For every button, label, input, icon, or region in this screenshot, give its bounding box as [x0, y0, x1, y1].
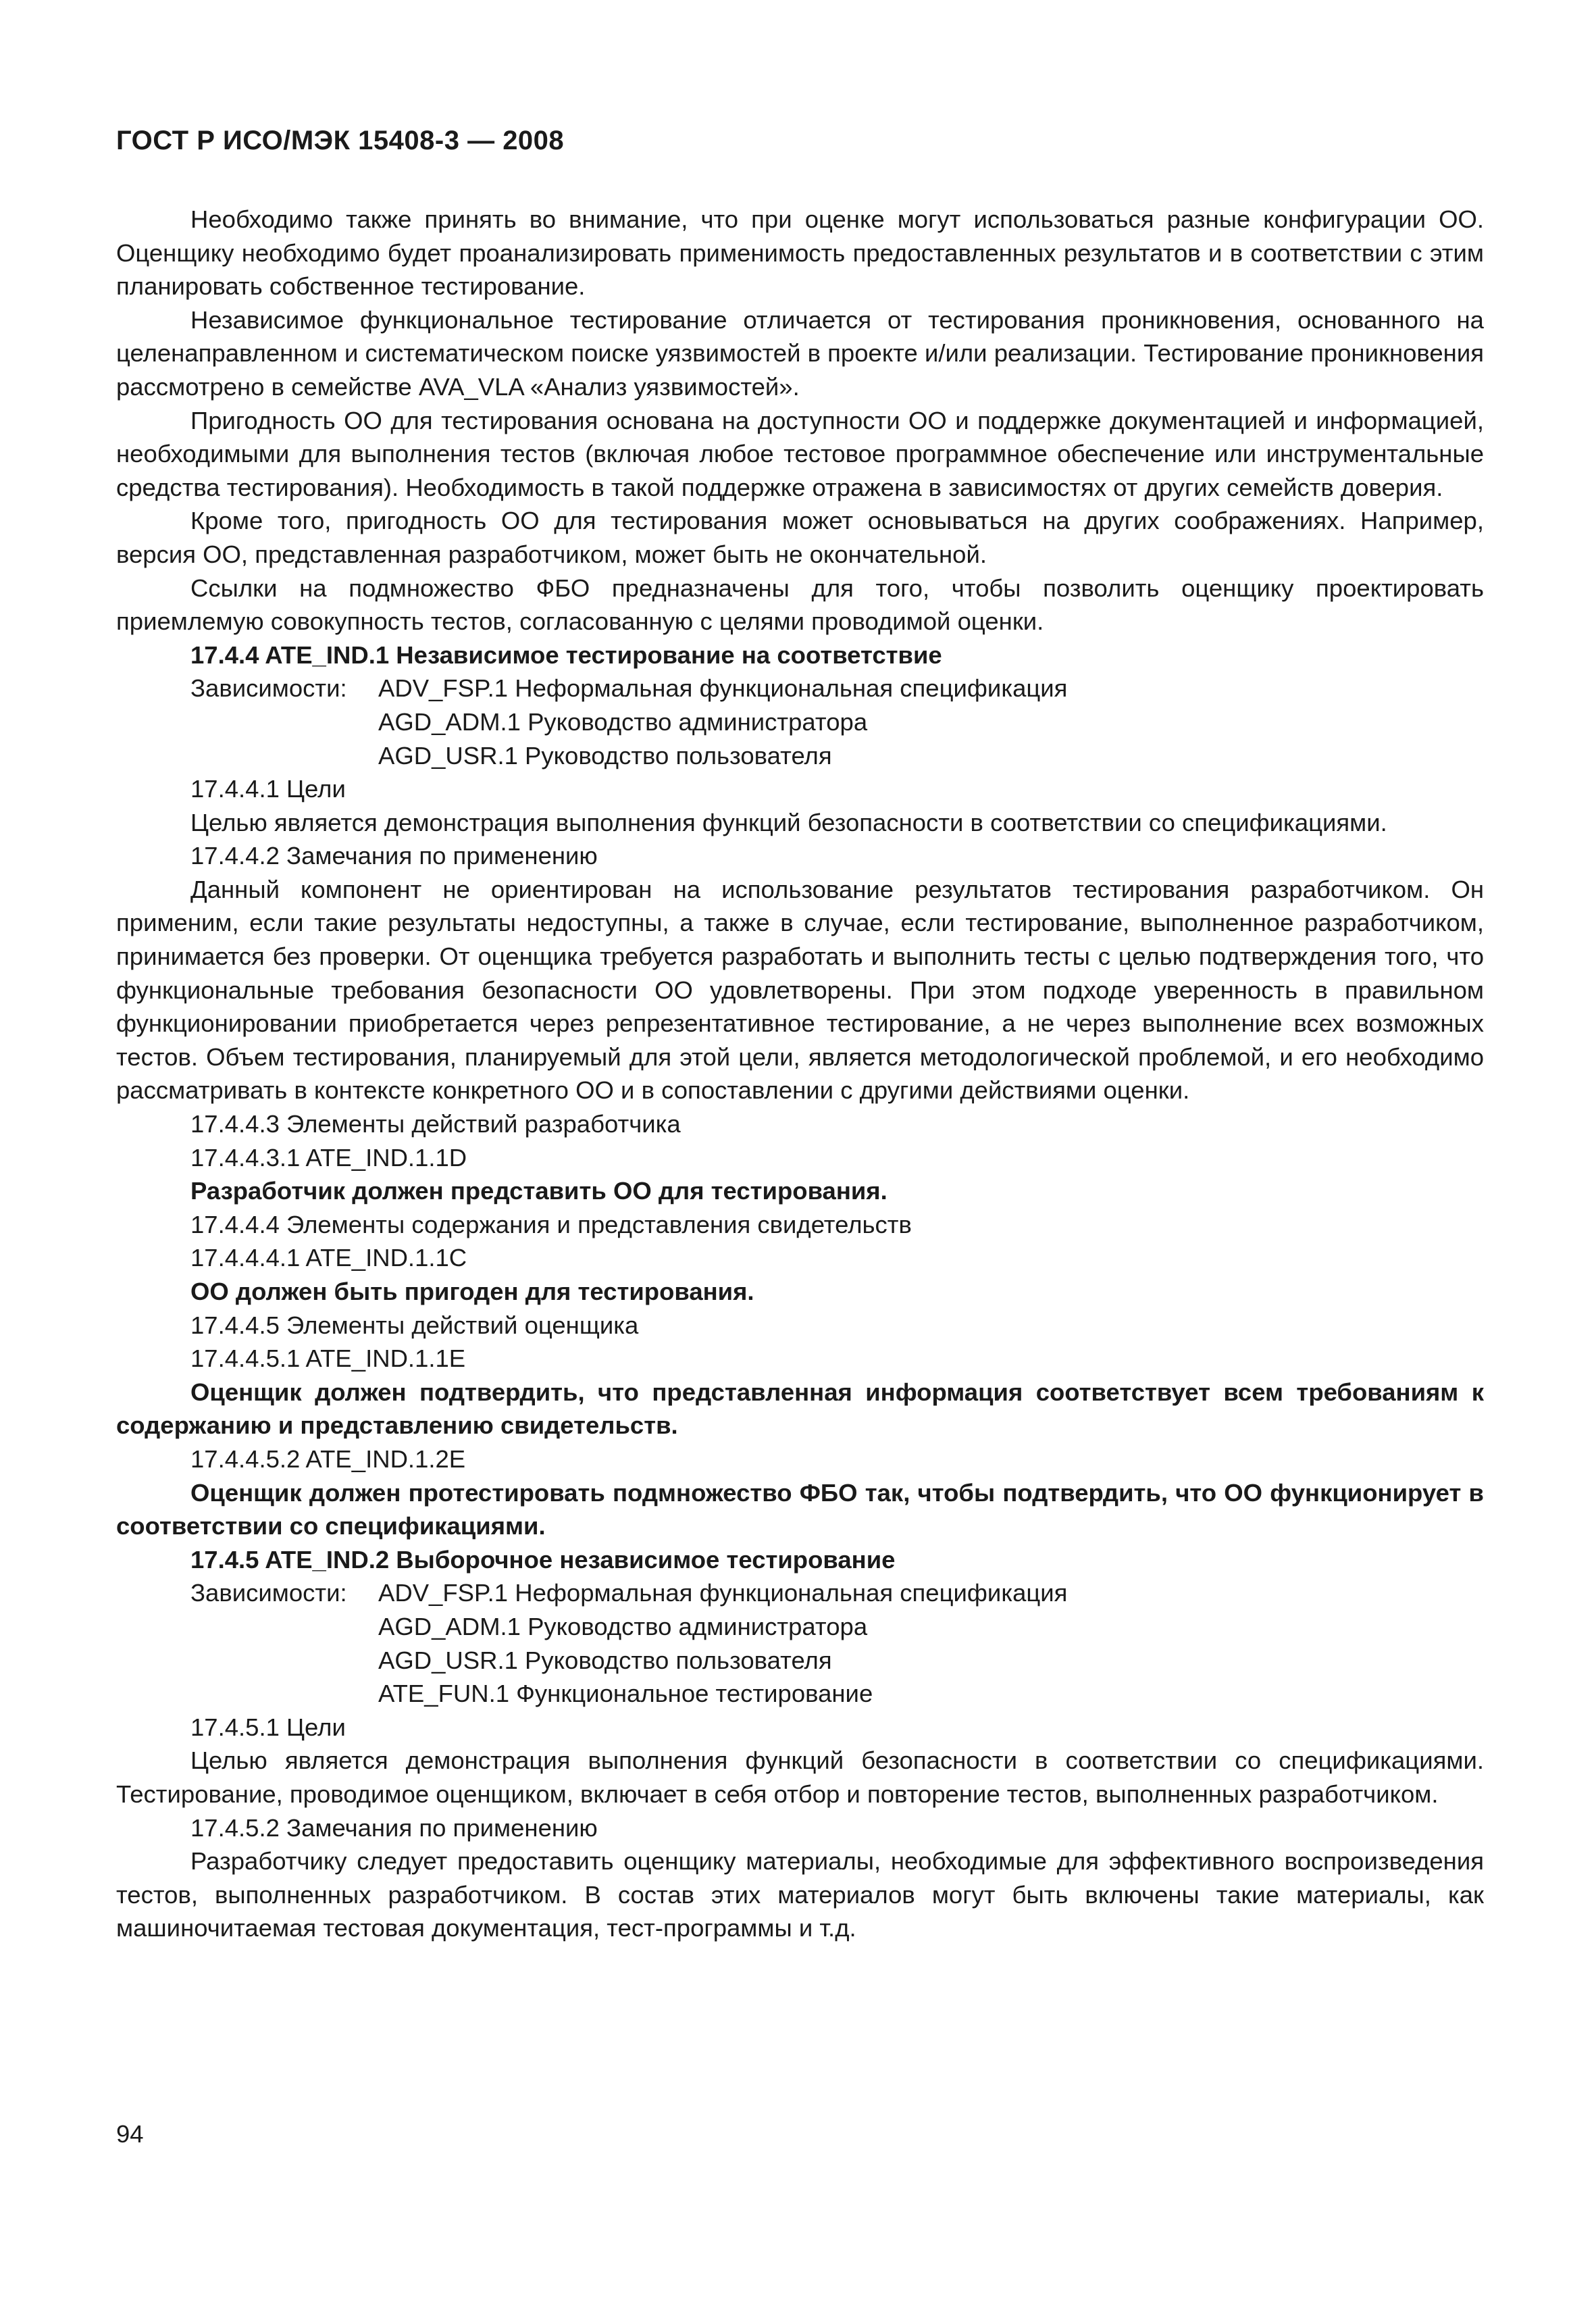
subsection-heading: 17.4.4.2 Замечания по применению — [190, 842, 598, 870]
subsection-heading: 17.4.4.1 Цели — [190, 775, 346, 803]
requirement-text: ОО должен быть пригоден для тестирования. — [190, 1278, 754, 1305]
section-heading-ate-ind-1: 17.4.4 ATE_IND.1 Независимое тестирование на соответствие — [190, 640, 942, 669]
paragraph: Данный компонент не ориентирован на использование результатов тестирования разработчиком. Он применим, если такие результаты недоступны, а также в случае, если тестирование, выполненное разработчиком, принимается без проверки. От оценщика требуется разработать и выполнить тесты с целью подтверждения того, что функциональные требования безопасности ОО удовлетворены. При этом подходе уверенность в правильном функционировании приобретается через репрезентативное тестирование, а не через выполнение всех возможных тестов. Объем тестирования, планируемый для этой цели, является методологической проблемой, и его необходимо рассматривать в контексте конкретного ОО и в сопоставлении с другими действиями оценки. — [116, 875, 1484, 1105]
subsection-heading: 17.4.4.3 Элементы действий разработчика — [190, 1110, 681, 1138]
paragraph: Ссылки на подмножество ФБО предназначены для того, чтобы позволить оценщику проектировать приемлемую совокупность тестов, согласованную с целями проводимой оценки. — [116, 574, 1484, 636]
element-id: 17.4.4.5.1 ATE_IND.1.1E — [190, 1344, 466, 1373]
requirement-text: Оценщик должен подтвердить, что представленная информация соответствует всем требованиям к содержанию и представлению свидетельств. — [116, 1378, 1484, 1440]
paragraph: Разработчику следует предоставить оценщику материалы, необходимые для эффективного воспроизведения тестов, выполненных разработчиком. В состав этих материалов могут быть включены такие материалы, как машиночитаемая тестовая документация, тест-программы и т.д. — [116, 1847, 1484, 1942]
paragraph: Независимое функциональное тестирование отличается от тестирования проникновения, основанного на целенаправленном и систематическом поиске уязвимостей в проекте и/или реализации. Тестирование проникновения рассмотрено в семействе AVA_VLA «Анализ уязвимостей». — [116, 305, 1484, 401]
dependency-item: ADV_FSP.1 Неформальная функциональная спецификация — [378, 1579, 1068, 1607]
dependency-item: ADV_FSP.1 Неформальная функциональная спецификация — [378, 674, 1068, 703]
paragraph: Необходимо также принять во внимание, что при оценке могут использоваться разные конфигурации ОО. Оценщику необходимо будет проанализировать применимость предоставленных результатов и в соответствии с этим планировать собственное тестирование. — [116, 205, 1484, 301]
dependency-item: AGD_ADM.1 Руководство администратора — [378, 1612, 868, 1640]
paragraph: Целью является демонстрация выполнения функций безопасности в соответствии со спецификациями. — [190, 808, 1387, 836]
dependency-item: ATE_FUN.1 Функциональное тестирование — [378, 1680, 873, 1708]
dependencies-label: Зависимости: — [190, 674, 347, 703]
paragraph: Целью является демонстрация выполнения функций безопасности в соответствии со спецификациями. Тестирование, проводимое оценщиком, включает в себя отбор и повторение тестов, выполненных разработчиком. — [116, 1746, 1484, 1808]
page-number: 94 — [116, 2120, 144, 2148]
element-id: 17.4.4.4.1 ATE_IND.1.1C — [190, 1244, 467, 1272]
dependencies-label: Зависимости: — [190, 1579, 347, 1607]
subsection-heading: 17.4.5.1 Цели — [190, 1713, 346, 1741]
dependency-item: AGD_USR.1 Руководство пользователя — [378, 741, 832, 770]
dependencies-list — [116, 672, 1484, 772]
paragraph: Кроме того, пригодность ОО для тестирования может основываться на других соображениях. Например, версия ОО, представленная разработчиком, может быть не окончательной. — [116, 507, 1484, 568]
dependency-item: AGD_USR.1 Руководство пользователя — [378, 1646, 832, 1674]
section-heading-ate-ind-2: 17.4.5 ATE_IND.2 Выборочное независимое тестирование — [190, 1545, 896, 1574]
requirement-text: Разработчик должен представить ОО для тестирования. — [190, 1177, 887, 1205]
document-body — [116, 203, 1484, 1945]
dependency-item: AGD_ADM.1 Руководство администратора — [378, 707, 868, 736]
paragraph: Пригодность ОО для тестирования основана на доступности ОО и поддержке документацией и информацией, необходимыми для выполнения тестов (включая любое тестовое программное обеспечение или инструментальные средства тестирования). Необходимость в такой поддержке отражена в зависимостях от других семейств доверия. — [116, 406, 1484, 501]
subsection-heading: 17.4.4.4 Элементы содержания и представления свидетельств — [190, 1210, 912, 1238]
subsection-heading: 17.4.5.2 Замечания по применению — [190, 1813, 598, 1842]
dependencies-list — [116, 1576, 1484, 1710]
element-id: 17.4.4.5.2 ATE_IND.1.2E — [190, 1444, 466, 1473]
subsection-heading: 17.4.4.5 Элементы действий оценщика — [190, 1311, 639, 1339]
document-header: ГОСТ Р ИСО/МЭК 15408-3 — 2008 — [116, 126, 565, 155]
requirement-text: Оценщик должен протестировать подмножество ФБО так, чтобы подтвердить, что ОО функционирует в соответствии со спецификациями. — [116, 1478, 1484, 1540]
element-id: 17.4.4.3.1 ATE_IND.1.1D — [190, 1143, 467, 1172]
